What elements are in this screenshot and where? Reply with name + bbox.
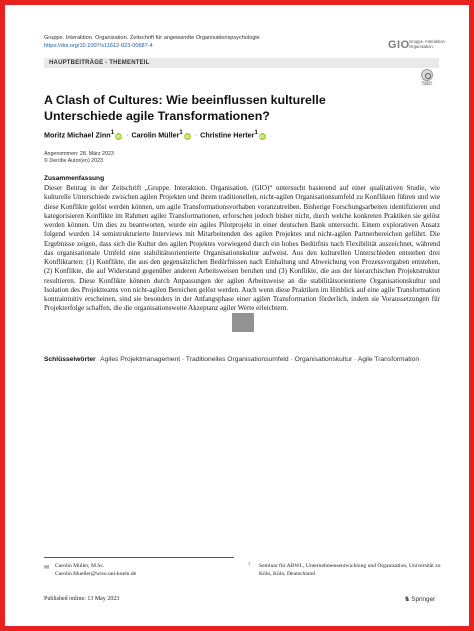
journal-logo xyxy=(388,38,447,54)
author-affiliation-mark: 1 xyxy=(179,130,183,136)
orcid-icon[interactable]: iD xyxy=(184,133,190,139)
author-affiliation-mark: 1 xyxy=(110,130,115,136)
author-name[interactable]: Christine Herter xyxy=(200,130,255,140)
copyright-line: © Der/die Autor(en) 2023 xyxy=(44,158,103,165)
article-title: A Clash of Cultures: Wie beeinflussen kulturelle Unterschiede agile Transformationen? xyxy=(44,93,326,124)
envelope-icon: ✉ xyxy=(44,565,50,571)
author-list xyxy=(44,130,439,140)
author-name[interactable]: Moritz Michael Zinn xyxy=(44,130,111,140)
accepted-date: Angenommen: 28. März 2023 xyxy=(44,151,114,157)
keywords-label: Schlüsselwörter xyxy=(44,356,96,363)
affiliation-mark: 1 xyxy=(248,561,251,566)
corresponding-email[interactable]: Carolin.Mueller@wiso.uni-koeln.de xyxy=(55,571,137,577)
publisher-name: Springer xyxy=(411,596,436,603)
corresponding-author: Carolin Müller, M.Sc. xyxy=(55,563,105,569)
journal-logo-mark: GIO xyxy=(388,39,410,51)
springer-horse-icon: ♞ xyxy=(404,596,411,603)
journal-citation: Gruppe. Interaktion. Organisation. Zeitschrift für angewandte Organisationspsychologie xyxy=(44,35,260,41)
check-updates-icon xyxy=(421,69,433,81)
keywords xyxy=(44,355,440,364)
abstract-heading: Zusammenfassung xyxy=(44,175,105,182)
section-band xyxy=(44,58,439,68)
author-affiliation-mark: 1 xyxy=(254,130,258,136)
affiliation-text: Seminar für ABWL, Unternehmensentwicklung und Organisation, Universität zu Köln, Köln, Deutschland xyxy=(259,563,441,577)
article-dates xyxy=(44,151,114,165)
keywords-text: Agiles Projektmanagement · Traditionelles Organisationsumfeld · Organisationskultur · Agile Transformation xyxy=(100,356,420,363)
abstract-text: Dieser Beitrag in der Zeitschrift „Gruppe. Interaktion. Organisation. (GIO)“ untersucht basierend auf einer qualitativen Studie, wie kulturelle Unterschiede zwischen agilen Projekten und ihrem traditionellen, nicht-agilen Organisationsumfeld zu Konflikten führen und wie diese Konflikte gelöst werden können, um agile Transformationsvorhaben voranzutreiben. Bisherige Forschungsarbeiten identifizieren und kategorisieren Konflikte im Rahmen agiler Transformationen, erforschen jedoch bisher nicht, durch welche konkreten Praktiken sie gelöst werden können. Um dies zu beantworten, wurde ein agiles Pilotprojekt in einer deutschen Bank untersucht. Einem explorativen Ansatz folgend wurden 14 semistrukturierte Interviews mit Mitarbeitenden des agilen Projektes und nicht-agilen Partnerbereichen geführt. Die Ergebnisse zeigen, dass sich die Kultur des agilen Projektes vorwiegend durch ein hohes Bedürfnis nach Flexibilität auszeichnet, während das organisationale Umfeld eine stabilitätsorientierte Organisationskultur aufweist. Aus den kulturellen Unterschieden entstehen drei Konfliktarten: (1) Konflikte, die aus den gegensätzlichen Bedürfnissen nach Einhaltung und Abweichung von Prozessvorgaben entstehen, (2) Konflikte, die auf Widerstand gegenüber anderen Arbeitsweisen beruhen und (3) Konflikte, die aus der hierarchischen Projektstruktur resultieren. Diese Konflikte können durch Anpassungen der agilen Arbeitsweise an die stabilitätsorientierte Organisationskultur und Isolation des Projektteams von nicht-agilen Bereichen gelöst werden. Auch wenn diese Praktiken im Hinblick auf eine agile Transformation kontraintuitiv erscheinen, sind sie besonders in der Anfangsphase einer agilen Transformation förderlich, indem sie Voraussetzungen für Projekterfolge schaffen, die die organisationsweite Akzeptanz agiler Werte erleichtern. xyxy=(44,184,440,313)
publisher-logo xyxy=(404,595,435,603)
check-for-updates-button[interactable] xyxy=(419,69,435,87)
journal-logo-text: Gruppe. Interaktion. Organisation. xyxy=(409,39,447,50)
orcid-icon[interactable]: iD xyxy=(260,133,265,139)
footnote-divider xyxy=(44,557,234,558)
author-separator: · xyxy=(194,130,198,140)
section-label: HAUPTBEITRÄGE - THEMENTEIL xyxy=(49,59,150,66)
author-separator: · xyxy=(126,130,129,140)
doi-link[interactable]: https://doi.org/10.1007/s11612-023-00687-4 xyxy=(44,43,153,49)
check-updates-label: Check for updates xyxy=(421,80,433,87)
published-online: Published online: 13 May 2023 xyxy=(44,596,120,602)
orcid-icon[interactable]: iD xyxy=(116,133,121,139)
author-name[interactable]: Carolin Müller xyxy=(131,130,180,140)
selection-highlight xyxy=(232,313,254,332)
